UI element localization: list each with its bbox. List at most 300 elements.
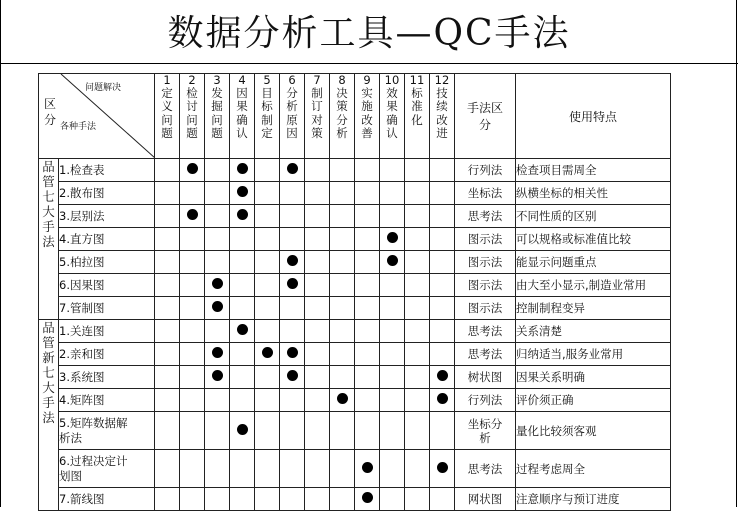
step-cell [205, 205, 230, 228]
method-line: 坐标分 [467, 416, 503, 431]
step-cell [405, 343, 430, 366]
step-label: 发掘问题 [211, 86, 223, 140]
tool-name [59, 320, 155, 343]
step-number: 5 [263, 73, 271, 87]
tool-name [59, 366, 155, 389]
method-line: 坐标法 [467, 186, 503, 200]
step-cell [380, 343, 405, 366]
usage-feature: 控制制程变异 [516, 297, 671, 320]
group-label-char: 大 [42, 380, 55, 395]
step-cell [355, 389, 380, 412]
step-cell [180, 412, 205, 450]
step-cell [180, 488, 205, 511]
step-cell [205, 412, 230, 450]
tool-name-line: 5.矩阵数据解 [59, 415, 128, 430]
step-cell [280, 389, 305, 412]
step-cell [430, 159, 455, 182]
step-cell [180, 366, 205, 389]
table-row [39, 389, 671, 412]
corner-left-char: 区 [44, 97, 57, 111]
step-cell [430, 251, 455, 274]
method-type [455, 389, 516, 412]
tool-name [59, 251, 155, 274]
table-row [39, 205, 671, 228]
step-cell [380, 182, 405, 205]
step-cell [205, 320, 230, 343]
step-cell [305, 412, 330, 450]
header-step-6 [280, 74, 305, 159]
step-cell [305, 343, 330, 366]
group-label-char: 品 [42, 320, 55, 335]
method-type [455, 412, 516, 450]
step-cell [255, 320, 280, 343]
step-cell [280, 450, 305, 488]
usage-feature: 可以规格或标准值比较 [516, 228, 671, 251]
tool-name [59, 182, 155, 205]
corner-top-label: 问题解决 [85, 83, 122, 93]
title-divider [0, 63, 738, 64]
step-cell [355, 274, 380, 297]
step-cell [180, 450, 205, 488]
tool-name [59, 297, 155, 320]
usage-feature: 注意顺序与预订进度 [516, 488, 671, 511]
step-cell [330, 297, 355, 320]
tool-name-line: 6.过程决定计 [59, 453, 128, 468]
method-type [455, 450, 516, 488]
method-line: 行列法 [467, 163, 503, 177]
method-type [455, 366, 516, 389]
step-cell [405, 320, 430, 343]
table-row [39, 412, 671, 450]
step-cell [230, 343, 255, 366]
method-type [455, 320, 516, 343]
group-label-char: 品 [42, 159, 55, 174]
step-number: 9 [363, 73, 371, 87]
step-cell [405, 205, 430, 228]
applicable-dot-icon [212, 301, 223, 312]
step-cell [380, 450, 405, 488]
step-cell [155, 366, 180, 389]
step-cell [430, 274, 455, 297]
step-cell [205, 488, 230, 511]
step-cell [155, 320, 180, 343]
tool-name-line: 5.柏拉图 [59, 254, 105, 269]
step-cell [355, 228, 380, 251]
step-cell [355, 320, 380, 343]
applicable-dot-icon [237, 324, 248, 335]
step-cell [380, 366, 405, 389]
step-label: 实施改善 [361, 86, 373, 140]
step-cell [305, 182, 330, 205]
step-cell [255, 412, 280, 450]
group-label-char: 手 [42, 219, 55, 234]
step-cell [230, 320, 255, 343]
method-type [455, 251, 516, 274]
step-cell [205, 228, 230, 251]
step-cell [230, 251, 255, 274]
header-step-3 [205, 74, 230, 159]
step-cell [280, 159, 305, 182]
step-cell [255, 297, 280, 320]
step-cell [430, 450, 455, 488]
step-number: 7 [313, 73, 321, 87]
step-cell [355, 205, 380, 228]
step-cell [330, 205, 355, 228]
step-cell [355, 251, 380, 274]
tool-name-line: 7.管制图 [59, 300, 105, 315]
step-cell [380, 488, 405, 511]
step-cell [230, 182, 255, 205]
group-label-char: 手 [42, 395, 55, 410]
tool-name [59, 389, 155, 412]
applicable-dot-icon [237, 424, 248, 435]
step-cell [180, 320, 205, 343]
table-row [39, 297, 671, 320]
header-step-9 [355, 74, 380, 159]
usage-feature: 由大至小显示,制造业常用 [516, 274, 671, 297]
header-step-8 [330, 74, 355, 159]
method-type [455, 159, 516, 182]
step-number: 4 [238, 73, 246, 87]
tool-name [59, 412, 155, 450]
table-row [39, 488, 671, 511]
step-cell [180, 182, 205, 205]
header-step-7 [305, 74, 330, 159]
step-cell [405, 366, 430, 389]
applicable-dot-icon [362, 492, 373, 503]
step-cell [380, 205, 405, 228]
step-cell [430, 366, 455, 389]
usage-feature: 因果关系明确 [516, 366, 671, 389]
step-cell [205, 343, 230, 366]
tool-name [59, 488, 155, 511]
step-cell [305, 389, 330, 412]
step-cell [305, 320, 330, 343]
tool-name-line: 3.系统图 [59, 369, 105, 384]
step-cell [330, 366, 355, 389]
step-cell [405, 251, 430, 274]
step-cell [330, 412, 355, 450]
header-step-5 [255, 74, 280, 159]
applicable-dot-icon [287, 255, 298, 266]
tool-name-line: 1.关连图 [59, 323, 105, 338]
step-cell [205, 366, 230, 389]
step-cell [155, 412, 180, 450]
group-label-char: 管 [42, 335, 55, 350]
applicable-dot-icon [387, 255, 398, 266]
step-cell [305, 251, 330, 274]
header-step-10 [380, 74, 405, 159]
group-label [39, 320, 59, 511]
tool-name-line: 析法 [59, 430, 82, 445]
method-line: 图示法 [467, 278, 503, 292]
applicable-dot-icon [387, 232, 398, 243]
group-label-char: 七 [42, 189, 55, 204]
method-line: 行列法 [467, 393, 503, 407]
tool-name [59, 450, 155, 488]
tool-name-line: 6.因果图 [59, 277, 105, 292]
step-label: 制订对策 [311, 86, 323, 140]
tool-name-line: 2.散布图 [59, 185, 105, 200]
step-number: 10 [384, 73, 400, 87]
step-cell [355, 488, 380, 511]
step-cell [255, 389, 280, 412]
step-cell [155, 389, 180, 412]
usage-feature: 过程考虑周全 [516, 450, 671, 488]
step-cell [305, 205, 330, 228]
step-cell [380, 412, 405, 450]
step-cell [255, 488, 280, 511]
step-cell [430, 320, 455, 343]
step-label: 决策分析 [336, 86, 348, 140]
tool-name [59, 159, 155, 182]
applicable-dot-icon [362, 462, 373, 473]
usage-feature: 评价须正确 [516, 389, 671, 412]
header-step-11 [405, 74, 430, 159]
step-cell [405, 450, 430, 488]
step-cell [180, 228, 205, 251]
step-cell [430, 412, 455, 450]
step-cell [155, 450, 180, 488]
step-cell [180, 205, 205, 228]
step-cell [380, 251, 405, 274]
method-line: 思考法 [467, 347, 503, 361]
applicable-dot-icon [212, 370, 223, 381]
applicable-dot-icon [187, 209, 198, 220]
step-label: 技续改进 [436, 86, 448, 140]
step-cell [330, 182, 355, 205]
step-cell [155, 274, 180, 297]
step-cell [305, 488, 330, 511]
step-cell [355, 366, 380, 389]
usage-feature: 不同性质的区别 [516, 205, 671, 228]
step-cell [405, 488, 430, 511]
step-cell [430, 343, 455, 366]
step-cell [230, 412, 255, 450]
step-cell [280, 182, 305, 205]
step-cell [155, 205, 180, 228]
applicable-dot-icon [287, 278, 298, 289]
table-row [39, 450, 671, 488]
step-cell [405, 274, 430, 297]
method-line: 思考法 [467, 324, 503, 338]
step-cell [405, 182, 430, 205]
applicable-dot-icon [237, 209, 248, 220]
step-cell [430, 488, 455, 511]
tool-name [59, 228, 155, 251]
step-cell [230, 488, 255, 511]
step-cell [180, 251, 205, 274]
applicable-dot-icon [287, 347, 298, 358]
applicable-dot-icon [287, 163, 298, 174]
table-row [39, 228, 671, 251]
tool-name-line: 1.检查表 [59, 162, 105, 177]
step-number: 12 [434, 73, 450, 87]
step-cell [255, 228, 280, 251]
step-cell [230, 159, 255, 182]
step-cell [355, 450, 380, 488]
step-cell [305, 297, 330, 320]
method-line: 析 [479, 430, 491, 445]
step-cell [280, 412, 305, 450]
usage-feature: 纵横坐标的相关性 [516, 182, 671, 205]
header-step-2 [180, 74, 205, 159]
method-type [455, 488, 516, 511]
method-line: 图示法 [467, 255, 503, 269]
table-row [39, 159, 671, 182]
step-cell [380, 228, 405, 251]
applicable-dot-icon [287, 370, 298, 381]
tool-name [59, 205, 155, 228]
usage-feature: 检查项目需周全 [516, 159, 671, 182]
tool-name-line: 3.层别法 [59, 208, 105, 223]
step-cell [180, 389, 205, 412]
applicable-dot-icon [212, 347, 223, 358]
step-cell [205, 251, 230, 274]
step-cell [180, 159, 205, 182]
corner-left-char: 分 [44, 113, 57, 127]
step-cell [380, 159, 405, 182]
step-cell [155, 182, 180, 205]
group-label-char: 管 [42, 174, 55, 189]
step-cell [280, 488, 305, 511]
step-cell [430, 389, 455, 412]
step-label: 分析原因 [286, 86, 298, 140]
step-label: 定义问题 [161, 86, 173, 140]
group-label [39, 159, 59, 320]
step-cell [380, 274, 405, 297]
step-cell [255, 450, 280, 488]
step-cell [405, 412, 430, 450]
step-cell [330, 450, 355, 488]
step-cell [205, 297, 230, 320]
header-step-1 [155, 74, 180, 159]
method-type [455, 205, 516, 228]
step-cell [280, 320, 305, 343]
step-cell [405, 389, 430, 412]
applicable-dot-icon [262, 347, 273, 358]
applicable-dot-icon [437, 462, 448, 473]
step-label: 标准化 [411, 86, 423, 127]
usage-feature: 归纳适当,服务业常用 [516, 343, 671, 366]
step-cell [330, 159, 355, 182]
step-cell [280, 366, 305, 389]
step-cell [155, 251, 180, 274]
step-cell [305, 366, 330, 389]
step-cell [155, 343, 180, 366]
group-label-char: 大 [42, 204, 55, 219]
step-cell [230, 274, 255, 297]
step-cell [205, 389, 230, 412]
method-type [455, 228, 516, 251]
step-cell [330, 251, 355, 274]
step-cell [205, 450, 230, 488]
step-cell [155, 228, 180, 251]
step-cell [305, 228, 330, 251]
table-body [39, 159, 671, 511]
step-cell [355, 343, 380, 366]
group-label-char: 新 [42, 350, 55, 365]
step-cell [280, 251, 305, 274]
applicable-dot-icon [237, 186, 248, 197]
method-type [455, 182, 516, 205]
step-cell [255, 182, 280, 205]
method-line: 思考法 [467, 461, 503, 476]
header-step-4 [230, 74, 255, 159]
step-label: 效果确认 [386, 86, 398, 140]
step-number: 1 [163, 73, 171, 87]
step-cell [255, 343, 280, 366]
group-label-char: 法 [42, 410, 55, 425]
step-cell [180, 274, 205, 297]
step-cell [180, 297, 205, 320]
step-cell [230, 366, 255, 389]
usage-feature: 能显示问题重点 [516, 251, 671, 274]
step-number: 6 [288, 73, 296, 87]
step-cell [155, 159, 180, 182]
step-number: 2 [188, 73, 196, 87]
step-cell [405, 159, 430, 182]
step-label: 检讨问题 [186, 86, 198, 140]
table-row [39, 366, 671, 389]
corner-bottom-label: 各种手法 [60, 122, 97, 132]
table-row [39, 251, 671, 274]
step-cell [280, 297, 305, 320]
header-corner-cell [39, 74, 155, 159]
tool-name [59, 343, 155, 366]
method-header-line: 分 [478, 118, 491, 132]
step-cell [230, 228, 255, 251]
method-type [455, 343, 516, 366]
step-label: 目标制定 [261, 86, 273, 140]
step-cell [330, 343, 355, 366]
step-cell [230, 450, 255, 488]
table-row [39, 320, 671, 343]
step-cell [305, 274, 330, 297]
step-number: 8 [338, 73, 346, 87]
step-cell [230, 205, 255, 228]
header-step-12 [430, 74, 455, 159]
tool-name-line: 2.亲和图 [59, 346, 105, 361]
tool-name-line: 4.直方图 [59, 231, 105, 246]
step-cell [430, 228, 455, 251]
step-cell [305, 159, 330, 182]
method-line: 图示法 [467, 232, 503, 246]
step-cell [205, 159, 230, 182]
tool-name-line: 7.箭线图 [59, 491, 105, 506]
step-cell [355, 412, 380, 450]
step-cell [430, 205, 455, 228]
step-cell [255, 205, 280, 228]
step-cell [355, 182, 380, 205]
step-cell [355, 159, 380, 182]
method-type [455, 274, 516, 297]
method-line: 图示法 [467, 301, 503, 315]
step-cell [180, 343, 205, 366]
step-cell [430, 297, 455, 320]
usage-feature: 量化比较须客观 [516, 412, 671, 450]
step-cell [380, 389, 405, 412]
tool-name-line: 4.矩阵图 [59, 392, 105, 407]
page-title: 数据分析工具—QC手法 [167, 13, 571, 54]
qc-methods-table [38, 73, 671, 511]
step-cell [330, 389, 355, 412]
applicable-dot-icon [337, 393, 348, 404]
table-row [39, 274, 671, 297]
step-cell [230, 297, 255, 320]
table-row [39, 343, 671, 366]
header-method-type [455, 74, 516, 159]
